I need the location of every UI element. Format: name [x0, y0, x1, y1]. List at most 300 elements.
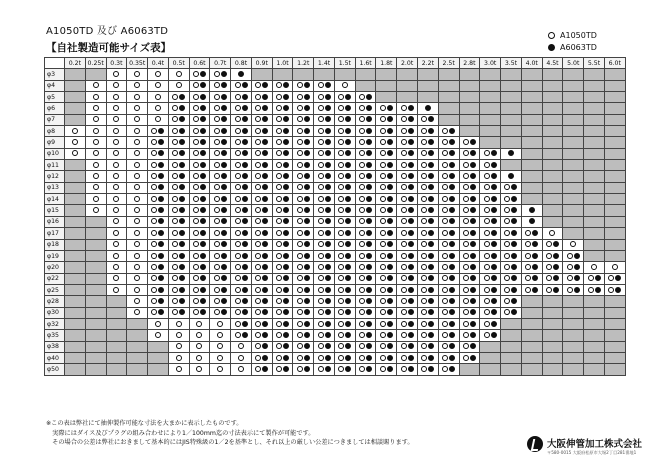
hollow-circle-icon: [255, 343, 261, 349]
unavailable-cell: [521, 160, 542, 171]
unavailable-cell: [65, 341, 86, 352]
size-cell: [148, 205, 169, 216]
hollow-circle-icon: [401, 173, 407, 179]
size-cell: [231, 239, 252, 250]
solid-circle-icon: [408, 298, 414, 304]
hollow-circle-icon: [380, 309, 386, 315]
solid-circle-icon: [366, 128, 372, 134]
hollow-circle-icon: [113, 128, 119, 134]
solid-circle-icon: [262, 116, 268, 122]
hollow-circle-icon: [401, 150, 407, 156]
unavailable-cell: [85, 216, 106, 227]
size-cell: [272, 239, 293, 250]
size-cell: [334, 228, 355, 239]
solid-circle-icon: [366, 298, 372, 304]
solid-circle-icon: [325, 253, 331, 259]
solid-circle-icon: [200, 196, 206, 202]
solid-circle-icon: [325, 230, 331, 236]
solid-circle-icon: [470, 207, 476, 213]
unavailable-cell: [355, 80, 376, 91]
hollow-circle-icon: [134, 116, 140, 122]
solid-circle-icon: [200, 287, 206, 293]
size-cell: [231, 171, 252, 182]
solid-circle-icon: [200, 230, 206, 236]
size-cell: [251, 296, 272, 307]
hollow-circle-icon: [484, 309, 490, 315]
unavailable-cell: [480, 92, 501, 103]
size-cell: [501, 262, 522, 273]
size-cell: [106, 239, 127, 250]
hollow-circle-icon: [401, 309, 407, 315]
size-cell: [397, 318, 418, 329]
solid-circle-icon: [179, 253, 185, 259]
size-cell: [376, 148, 397, 159]
solid-circle-icon: [428, 366, 434, 372]
size-cell: [127, 148, 148, 159]
hollow-circle-icon: [442, 355, 448, 361]
hollow-circle-icon: [238, 355, 244, 361]
solid-circle-icon: [325, 139, 331, 145]
size-cell: [314, 250, 335, 261]
unavailable-cell: [542, 69, 563, 80]
solid-circle-icon: [345, 105, 351, 111]
column-header: 0.7t: [210, 58, 231, 69]
solid-circle-icon: [325, 196, 331, 202]
hollow-circle-icon: [113, 196, 119, 202]
size-cell: [127, 103, 148, 114]
column-header: 0.3t: [106, 58, 127, 69]
table-row: [45, 250, 626, 261]
hollow-circle-icon: [421, 253, 427, 259]
unavailable-cell: [418, 80, 439, 91]
hollow-circle-icon: [442, 139, 448, 145]
hollow-circle-icon: [276, 343, 282, 349]
unavailable-cell: [584, 103, 605, 114]
unavailable-cell: [584, 148, 605, 159]
hollow-circle-icon: [338, 355, 344, 361]
solid-circle-icon: [283, 332, 289, 338]
hollow-circle-icon: [276, 355, 282, 361]
size-cell: [438, 182, 459, 193]
row-header: φ7: [45, 114, 65, 125]
size-cell: [272, 114, 293, 125]
solid-circle-icon: [242, 105, 248, 111]
solid-circle-icon: [408, 116, 414, 122]
hollow-circle-icon: [504, 275, 510, 281]
solid-circle-icon: [428, 184, 434, 190]
hollow-circle-icon: [235, 241, 241, 247]
size-cell: [334, 239, 355, 250]
hollow-circle-icon: [546, 264, 552, 270]
size-cell: [334, 296, 355, 307]
size-cell: [418, 216, 439, 227]
solid-circle-icon: [387, 128, 393, 134]
hollow-circle-icon: [401, 196, 407, 202]
size-cell: [397, 114, 418, 125]
unavailable-cell: [85, 239, 106, 250]
hollow-circle-icon: [217, 332, 223, 338]
unavailable-cell: [563, 194, 584, 205]
size-cell: [542, 228, 563, 239]
hollow-circle-icon: [504, 309, 510, 315]
unavailable-cell: [584, 114, 605, 125]
size-cell: [355, 262, 376, 273]
size-cell: [438, 262, 459, 273]
solid-circle-icon: [615, 287, 621, 293]
solid-circle-icon: [491, 309, 497, 315]
unavailable-cell: [521, 137, 542, 148]
row-header: φ8: [45, 126, 65, 137]
solid-circle-icon: [408, 366, 414, 372]
solid-circle-icon: [262, 298, 268, 304]
unavailable-cell: [563, 307, 584, 318]
hollow-circle-icon: [255, 128, 261, 134]
size-cell: [376, 205, 397, 216]
hollow-circle-icon: [113, 184, 119, 190]
solid-circle-icon: [200, 150, 206, 156]
hollow-circle-icon: [235, 253, 241, 259]
solid-circle-icon: [158, 309, 164, 315]
size-cell: [314, 364, 335, 375]
size-cell: [438, 239, 459, 250]
size-cell: [314, 307, 335, 318]
hollow-circle-icon: [297, 94, 303, 100]
size-cell: [376, 194, 397, 205]
hollow-circle-icon: [359, 355, 365, 361]
solid-circle-icon: [428, 150, 434, 156]
solid-circle-icon: [532, 275, 538, 281]
solid-circle-icon: [387, 150, 393, 156]
table-row: [45, 160, 626, 171]
unavailable-cell: [563, 160, 584, 171]
hollow-circle-icon: [338, 105, 344, 111]
hollow-circle-icon: [176, 332, 182, 338]
unavailable-cell: [501, 114, 522, 125]
solid-circle-icon: [408, 264, 414, 270]
hollow-circle-icon: [318, 196, 324, 202]
solid-circle-icon: [387, 298, 393, 304]
hollow-circle-icon: [359, 116, 365, 122]
size-cell: [376, 284, 397, 295]
hollow-circle-icon: [463, 184, 469, 190]
row-header: φ20: [45, 262, 65, 273]
hollow-circle-icon: [255, 207, 261, 213]
unavailable-cell: [542, 148, 563, 159]
size-cell: [148, 318, 169, 329]
hollow-circle-icon: [113, 150, 119, 156]
solid-circle-icon: [408, 150, 414, 156]
size-cell: [418, 205, 439, 216]
size-cell: [148, 194, 169, 205]
unavailable-cell: [501, 80, 522, 91]
hollow-circle-icon: [172, 162, 178, 168]
hollow-circle-icon: [255, 264, 261, 270]
solid-circle-icon: [511, 287, 517, 293]
size-cell: [168, 114, 189, 125]
hollow-circle-icon: [546, 287, 552, 293]
hollow-circle-icon: [421, 218, 427, 224]
solid-circle-icon: [221, 264, 227, 270]
size-cell: [168, 228, 189, 239]
unavailable-cell: [501, 341, 522, 352]
hollow-circle-icon: [463, 287, 469, 293]
size-cell: [397, 352, 418, 363]
size-cell: [210, 92, 231, 103]
size-cell: [85, 171, 106, 182]
column-header: 1.5t: [334, 58, 355, 69]
size-cell: [584, 273, 605, 284]
unavailable-cell: [563, 364, 584, 375]
solid-circle-icon: [366, 355, 372, 361]
solid-circle-icon: [387, 287, 393, 293]
solid-circle-icon: [200, 162, 206, 168]
hollow-circle-icon: [134, 264, 140, 270]
solid-circle-icon: [345, 287, 351, 293]
hollow-circle-icon: [297, 218, 303, 224]
solid-circle-icon: [158, 196, 164, 202]
hollow-circle-icon: [421, 321, 427, 327]
hollow-circle-icon: [359, 105, 365, 111]
unavailable-cell: [85, 228, 106, 239]
size-cell: [210, 250, 231, 261]
solid-circle-icon: [408, 196, 414, 202]
size-cell: [210, 330, 231, 341]
hollow-circle-icon: [276, 218, 282, 224]
hollow-circle-icon: [151, 196, 157, 202]
solid-circle-icon: [387, 309, 393, 315]
hollow-circle-icon: [255, 105, 261, 111]
row-header: φ40: [45, 352, 65, 363]
size-cell: [127, 171, 148, 182]
size-cell: [397, 330, 418, 341]
solid-circle-icon: [179, 309, 185, 315]
size-cell: [210, 273, 231, 284]
solid-circle-icon: [387, 162, 393, 168]
size-cell: [231, 250, 252, 261]
size-cell: [85, 92, 106, 103]
hollow-circle-icon: [193, 207, 199, 213]
hollow-circle-icon: [612, 264, 618, 270]
size-cell: [231, 126, 252, 137]
hollow-circle-icon: [193, 71, 199, 77]
hollow-circle-icon: [235, 105, 241, 111]
size-cell: [106, 80, 127, 91]
hollow-circle-icon: [401, 343, 407, 349]
hollow-circle-icon: [421, 128, 427, 134]
size-cell: [127, 126, 148, 137]
hollow-circle-icon: [401, 184, 407, 190]
size-cell: [127, 69, 148, 80]
solid-circle-icon: [366, 162, 372, 168]
size-cell: [438, 352, 459, 363]
hollow-circle-icon: [113, 71, 119, 77]
unavailable-cell: [584, 216, 605, 227]
size-cell: [293, 80, 314, 91]
solid-circle-icon: [387, 355, 393, 361]
solid-circle-icon: [491, 321, 497, 327]
hollow-circle-icon: [608, 275, 614, 281]
unavailable-cell: [521, 69, 542, 80]
solid-circle-icon: [511, 218, 517, 224]
row-header: φ35: [45, 330, 65, 341]
unavailable-cell: [85, 330, 106, 341]
hollow-circle-icon: [113, 94, 119, 100]
unavailable-cell: [521, 171, 542, 182]
size-cell: [210, 160, 231, 171]
hollow-circle-icon: [401, 116, 407, 122]
solid-circle-icon: [428, 298, 434, 304]
hollow-circle-icon: [134, 82, 140, 88]
size-cell: [231, 364, 252, 375]
solid-circle-icon: [470, 309, 476, 315]
solid-circle-icon: [283, 128, 289, 134]
unavailable-cell: [604, 205, 625, 216]
hollow-circle-icon: [504, 230, 510, 236]
size-cell: [397, 194, 418, 205]
hollow-circle-icon: [318, 94, 324, 100]
unavailable-cell: [501, 330, 522, 341]
hollow-circle-icon: [155, 71, 161, 77]
unavailable-cell: [563, 126, 584, 137]
size-cell: [148, 239, 169, 250]
size-cell: [168, 103, 189, 114]
column-header: 0.9t: [251, 58, 272, 69]
hollow-circle-icon: [318, 207, 324, 213]
hollow-circle-icon: [172, 218, 178, 224]
hollow-circle-icon: [235, 287, 241, 293]
unavailable-cell: [563, 182, 584, 193]
size-cell: [418, 171, 439, 182]
size-cell: [148, 103, 169, 114]
solid-circle-icon: [511, 275, 517, 281]
hollow-circle-icon: [338, 139, 344, 145]
hollow-circle-icon: [193, 94, 199, 100]
size-cell: [397, 148, 418, 159]
solid-circle-icon: [408, 287, 414, 293]
hollow-circle-icon: [297, 230, 303, 236]
solid-circle-icon: [595, 275, 601, 281]
size-cell: [418, 330, 439, 341]
size-cell: [355, 352, 376, 363]
size-cell: [604, 284, 625, 295]
table-row: [45, 352, 626, 363]
hollow-circle-icon: [359, 309, 365, 315]
size-cell: [251, 103, 272, 114]
unavailable-cell: [604, 114, 625, 125]
column-header: 0.5t: [168, 58, 189, 69]
size-cell: [231, 318, 252, 329]
size-cell: [210, 307, 231, 318]
unavailable-cell: [501, 103, 522, 114]
corner-cell: [45, 58, 65, 69]
solid-circle-icon: [283, 218, 289, 224]
size-cell: [604, 273, 625, 284]
solid-circle-icon: [221, 253, 227, 259]
solid-circle-icon: [491, 253, 497, 259]
size-cell: [272, 250, 293, 261]
hollow-circle-icon: [338, 184, 344, 190]
unavailable-cell: [584, 239, 605, 250]
solid-circle-icon: [449, 253, 455, 259]
hollow-circle-icon: [214, 196, 220, 202]
hollow-circle-icon: [338, 298, 344, 304]
hollow-circle-icon: [525, 287, 531, 293]
hollow-circle-icon: [421, 207, 427, 213]
unavailable-cell: [521, 114, 542, 125]
size-cell: [251, 284, 272, 295]
unavailable-cell: [85, 250, 106, 261]
solid-circle-icon: [262, 230, 268, 236]
hollow-circle-icon: [214, 207, 220, 213]
hollow-circle-icon: [93, 196, 99, 202]
size-cell: [314, 273, 335, 284]
size-cell: [438, 171, 459, 182]
solid-circle-icon: [304, 355, 310, 361]
size-cell: [314, 194, 335, 205]
size-cell: [397, 160, 418, 171]
hollow-circle-icon: [318, 287, 324, 293]
solid-circle-icon: [283, 207, 289, 213]
solid-circle-icon: [387, 241, 393, 247]
hollow-circle-icon: [235, 275, 241, 281]
hollow-circle-icon: [193, 264, 199, 270]
size-cell: [418, 307, 439, 318]
size-cell: [168, 239, 189, 250]
solid-circle-icon: [200, 309, 206, 315]
solid-circle-icon: [325, 309, 331, 315]
hollow-circle-icon: [297, 298, 303, 304]
hollow-circle-icon: [151, 162, 157, 168]
size-cell: [106, 137, 127, 148]
solid-circle-icon: [491, 207, 497, 213]
solid-circle-icon: [283, 309, 289, 315]
unavailable-cell: [293, 69, 314, 80]
hollow-circle-icon: [134, 218, 140, 224]
hollow-circle-icon: [255, 253, 261, 259]
solid-circle-icon: [200, 105, 206, 111]
size-cell: [210, 318, 231, 329]
size-cell: [334, 126, 355, 137]
unavailable-cell: [480, 352, 501, 363]
hollow-circle-icon: [196, 355, 202, 361]
solid-circle-icon: [470, 343, 476, 349]
hollow-circle-icon: [172, 94, 178, 100]
hollow-circle-icon: [338, 287, 344, 293]
hollow-circle-icon: [176, 82, 182, 88]
solid-circle-icon: [574, 275, 580, 281]
hollow-circle-icon: [235, 218, 241, 224]
size-cell: [127, 307, 148, 318]
hollow-circle-icon: [421, 332, 427, 338]
size-cell: [272, 126, 293, 137]
solid-circle-icon: [283, 287, 289, 293]
unavailable-cell: [418, 69, 439, 80]
hollow-circle-icon: [113, 230, 119, 236]
unavailable-cell: [85, 296, 106, 307]
solid-circle-icon: [366, 241, 372, 247]
hollow-circle-icon: [235, 309, 241, 315]
solid-circle-icon: [262, 105, 268, 111]
solid-circle-icon: [470, 332, 476, 338]
solid-circle-icon: [574, 287, 580, 293]
size-cell: [542, 262, 563, 273]
solid-circle-icon: [449, 150, 455, 156]
table-row: [45, 318, 626, 329]
hollow-circle-icon: [359, 241, 365, 247]
size-cell: [189, 330, 210, 341]
size-cell: [480, 228, 501, 239]
hollow-circle-icon: [214, 150, 220, 156]
